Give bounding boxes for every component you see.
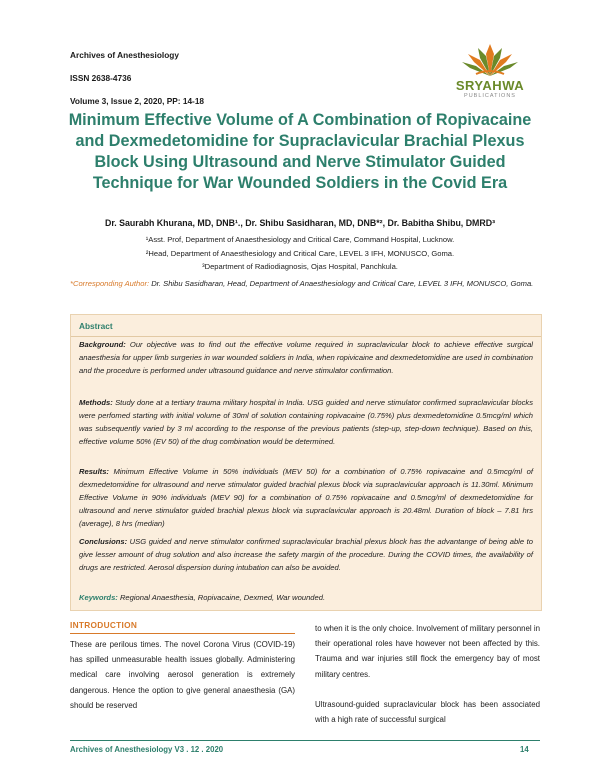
issn: ISSN 2638-4736 [70,73,132,83]
abstract-box [70,314,542,611]
publisher-logo [440,40,540,110]
journal-name: Archives of Anesthesiology [70,50,179,60]
methods-text: Study done at a tertiary trauma military hospital in India. USG guided and nerve stimulator confirmed supraclavicular blocks were perfomed starting with initial volume of 30ml of solution containing ropivacaine (0.75%) plus dexmedetomidine 0.5mcg/ml which was subsequently varied by 3 ml according to the response of the previous patients (step-up, step-down technique). Based on this, effective volume 50% (EV 50) of the drug combination would be determined. [79,398,533,446]
abstract-background [79,338,533,377]
page-number: 14 [520,745,529,754]
abstract-heading: Abstract [79,321,113,331]
keywords-label: Keywords: [79,593,118,602]
corresponding-author [70,277,540,290]
authors: Dr. Saurabh Khurana, MD, DNB¹., Dr. Shibu Sasidharan, MD, DNB*², Dr. Babitha Shibu, DMRD³ [104,218,496,228]
abstract-keywords [79,591,533,604]
sunburst-icon [440,40,540,80]
affiliation-3: ³Department of Radiodiagnosis, Ojas Hospital, Panchkula. [202,262,398,271]
intro-left-column: These are perilous times. The novel Corona Virus (COVID-19) has spilled unmeasurable health issues globally. Administering medical care involving aerosol generation is extremely dangerous. Hence the option to give general anaesthesia (GA) should be reserved [70,640,295,710]
volume-issue: Volume 3, Issue 2, 2020, PP: 14-18 [70,96,205,106]
abstract-results [79,465,533,530]
introduction-underline [70,633,295,634]
conclusions-text: USG guided and nerve stimulator confirmed supraclavicular brachial plexus block has the advantange of being able to give lesser amount of drug solution and also increase the safety margin of the procedure. During the COVID times, the availability of drugs are restricted. Aerosol dispersion during intubation can also be avoided. [79,537,533,572]
abstract-divider [71,336,541,337]
methods-label: Methods: [79,398,113,407]
paper-title: Minimum Effective Volume of A Combination of Ropivacaine and Dexmedetomidine for Supraclavicular Brachial Plexus Block Using Ultrasound and Nerve Stimulator Guided Technique for War Wounded Soldiers in the Covid Era [68,111,532,192]
conclusions-label: Conclusions: [79,537,128,546]
corresponding-label: *Corresponding Author: [70,279,150,288]
abstract-conclusions [79,535,533,574]
keywords-text: Regional Anaesthesia, Ropivacaine, Dexmed, War wounded. [117,593,326,602]
introduction-heading: INTRODUCTION [70,620,138,630]
intro-right-paragraph-1: to when it is the only choice. Involvement of military personnel in their operational roles have however not been affected by this. Trauma and war injuries still flock the emergency bay of most military centres. [315,624,540,679]
footer-journal: Archives of Anesthesiology V3 . 12 . 2020 [70,745,224,754]
intro-right-paragraph-2: Ultrasound-guided supraclavicular block has been associated with a high rate of successful surgical [315,700,540,725]
results-label: Results: [79,467,109,476]
background-label: Background: [79,340,126,349]
affiliation-1: ¹Asst. Prof, Department of Anaesthesiology and Critical Care, Command Hospital, Lucknow. [145,235,455,244]
background-text: Our objective was to find out the effective volume required in supraclavicular block to achieve effective surgical anaesthesia for upper limb surgeries in war wounded soldiers in India, when ropivicaine and dexmedetomidine are used in combination and the procedure is performed under ultrasound guidance and nerve stimulator confirmation. [79,340,533,375]
results-text: Minimum Effective Volume in 50% individuals (MEV 50) for a combination of 0.75% ropivacaine and 0.5mcg/ml of dexmedetomidine for ultrasound and nerve stimulator guided brachial plexus block via supraclavicular approach is 11.30ml. Minimum Effective Volume in 90% individuals (MEV 90) for a combination of 0.75% ropivacaine and 0.5mcg/ml of dexmedetomidine for ultrasound and nerve stimulator guided brachial plexus block via supraclavicular approach is 20.48ml. Duration of block – 7.81 hrs (average), 8 hrs (median) [79,467,533,528]
logo-sub: PUBLICATIONS [464,93,516,99]
footer-divider [70,740,540,741]
corresponding-text: Dr. Shibu Sasidharan, Head, Department of Anaesthesiology and Critical Care, LEVEL 3 IFH, MONUSCO, Goma. [149,279,534,288]
affiliation-2: ²Head, Department of Anaesthesiology and Critical Care, LEVEL 3 IFH, MONUSCO, Goma. [145,249,455,258]
logo-name: SRYAHWA [455,78,525,93]
abstract-methods [79,396,533,448]
